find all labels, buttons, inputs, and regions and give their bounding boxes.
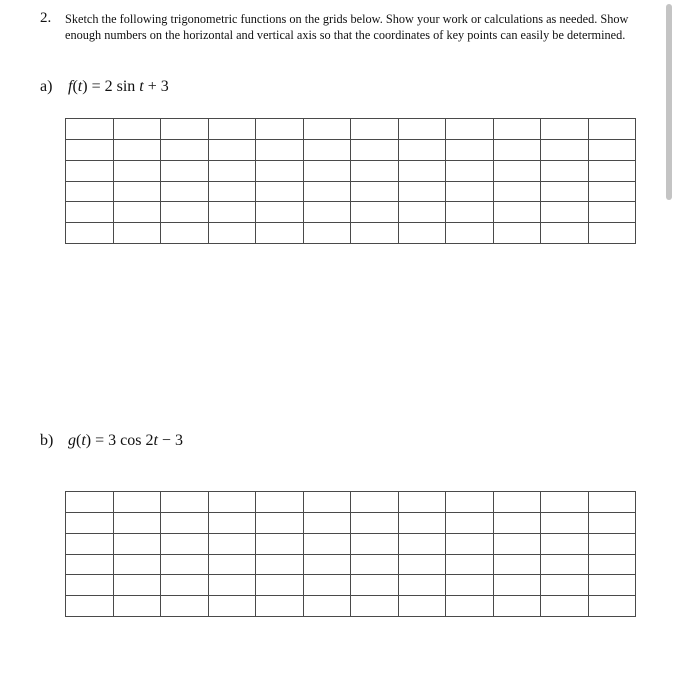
part-a-letter: a) <box>40 78 53 95</box>
part-b-equation: g(t) = 3 cos 2t − 3 <box>68 432 183 449</box>
part-b-label <box>40 432 183 450</box>
grid-svg <box>65 491 636 617</box>
grid-svg <box>65 118 636 244</box>
part-b-letter: b) <box>40 432 54 449</box>
part-b-grid[interactable] <box>65 491 636 617</box>
question-text: Sketch the following trigonometric functions on the grids below. Show your work or calculations as needed. Show enough numbers on the horizontal and vertical axis so that the coordinates of key points can easily be determined. <box>65 12 629 42</box>
question-number: 2. <box>40 10 52 26</box>
part-a-equation: f(t) = 2 sin t + 3 <box>68 78 169 95</box>
scrollbar[interactable] <box>666 4 672 200</box>
part-a-grid[interactable] <box>65 118 636 244</box>
part-a-label <box>40 78 169 96</box>
